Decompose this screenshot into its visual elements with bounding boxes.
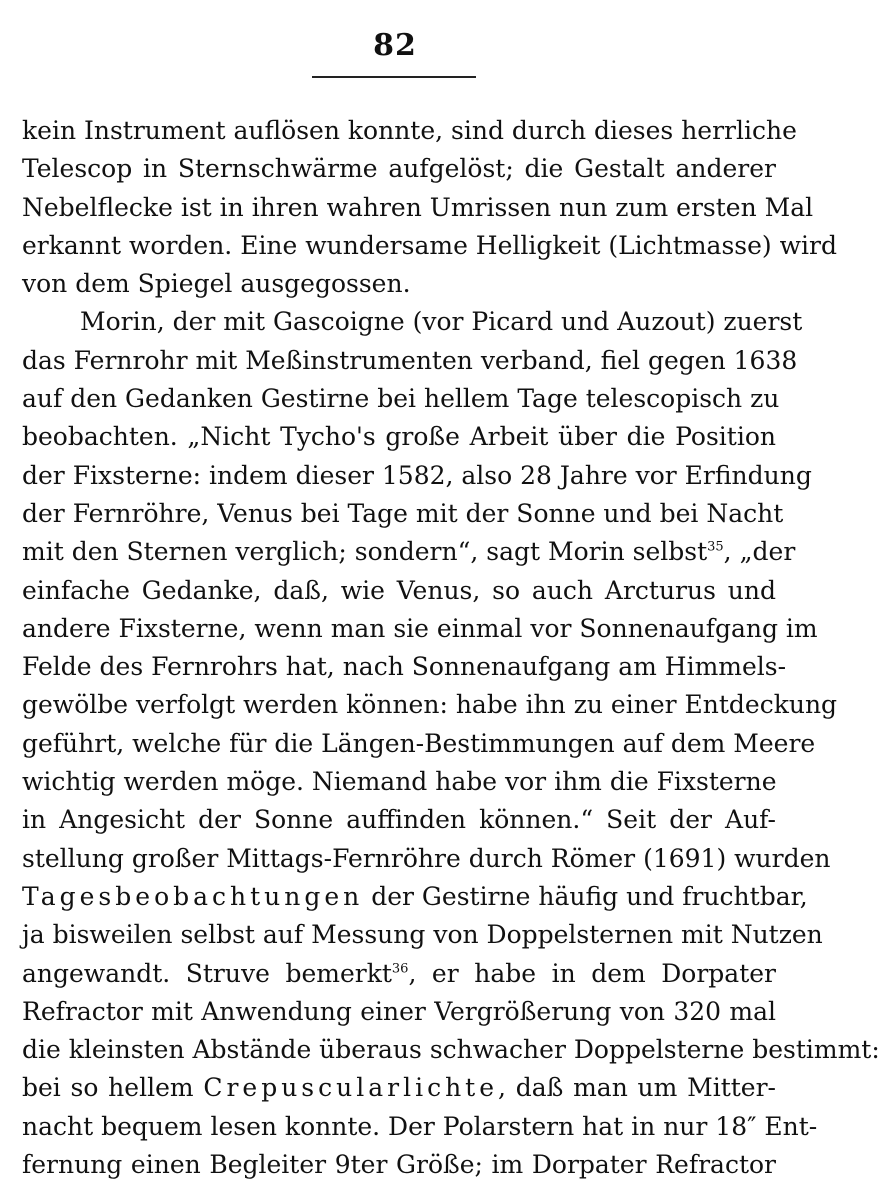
text-line: gewölbe verfolgt werden können: habe ihn zu einer Entdeckung [22, 690, 838, 720]
header-rule [312, 76, 476, 78]
text-line: wichtig werden möge. Niemand habe vor ihm die Fixsterne [22, 767, 777, 797]
text-line: Telescop in Sternschwärme aufgelöst; die Gestalt anderer [22, 154, 776, 184]
text-line: nacht bequem lesen konnte. Der Polarstern hat in nur 18″ Ent- [22, 1111, 818, 1141]
text-line: auf den Gedanken Gestirne bei hellem Tage telescopisch zu [22, 384, 780, 414]
text-line: in Angesicht der Sonne auffinden können.“ Seit der Auf- [22, 805, 776, 835]
text-line: Refractor mit Anwendung einer Vergrößerung von 320 mal [22, 996, 776, 1026]
text-line: ja bisweilen selbst auf Messung von Doppelsternen mit Nutzen [22, 920, 823, 950]
spaced-word: Tagesbeobachtungen [22, 881, 364, 911]
text-line: Tagesbeobachtungen der Gestirne häufig und fruchtbar, [22, 881, 808, 911]
text-line: erkannt worden. Eine wundersame Helligkeit (Lichtmasse) wird [22, 230, 837, 260]
footnote-marker: 36 [391, 961, 409, 977]
text-segment: , „der [723, 537, 796, 567]
page-number: 82 [373, 28, 417, 63]
text-line: bei so hellem Crepuscularlichte, daß man um Mitter- [22, 1073, 776, 1103]
spaced-word: Crepuscularlichte [203, 1073, 499, 1103]
body-text [22, 112, 880, 1184]
text-line: Morin, der mit Gascoigne (vor Picard und Auzout) zuerst [80, 307, 803, 337]
text-line: das Fernrohr mit Meßinstrumenten verband, fiel gegen 1638 [22, 345, 798, 375]
text-line: die kleinsten Abstände überaus schwacher Doppelsterne bestimmt: [22, 1035, 880, 1065]
text-line: Nebelflecke ist in ihren wahren Umrissen nun zum ersten Mal [22, 192, 814, 222]
footnote-marker: 35 [707, 539, 724, 555]
text-line: geführt, welche für die Längen-Bestimmungen auf dem Meere [22, 728, 816, 758]
text-line: kein Instrument auflösen konnte, sind durch dieses herrliche [22, 116, 797, 145]
text-line: stellung großer Mittags-Fernröhre durch Römer (1691) wurden [22, 843, 831, 873]
text-line: andere Fixsterne, wenn man sie einmal vor Sonnenaufgang im [22, 613, 818, 643]
text-line: der Fernröhre, Venus bei Tage mit der Sonne und bei Nacht [22, 498, 784, 528]
text-line: Felde des Fernrohrs hat, nach Sonnenaufgang am Himmels- [22, 652, 787, 682]
text-line: fernung einen Begleiter 9ter Größe; im Dorpater Refractor [22, 1150, 776, 1180]
text-segment: angewandt. Struve bemerkt [22, 958, 392, 988]
text-line [22, 533, 796, 571]
text-line: der Fixsterne: indem dieser 1582, also 28 Jahre vor Erfindung [22, 460, 812, 490]
text-line: einfache Gedanke, daß, wie Venus, so auch Arcturus und [22, 575, 776, 605]
text-line: von dem Spiegel ausgegossen. [22, 269, 411, 299]
text-segment: , er habe in dem Dorpater [408, 958, 777, 988]
text-segment: mit den Sternen verglich; sondern“, sagt Morin selbst [22, 537, 708, 567]
text-line: beobachten. „Nicht Tycho's große Arbeit über die Position [22, 422, 776, 452]
text-line [22, 955, 776, 993]
